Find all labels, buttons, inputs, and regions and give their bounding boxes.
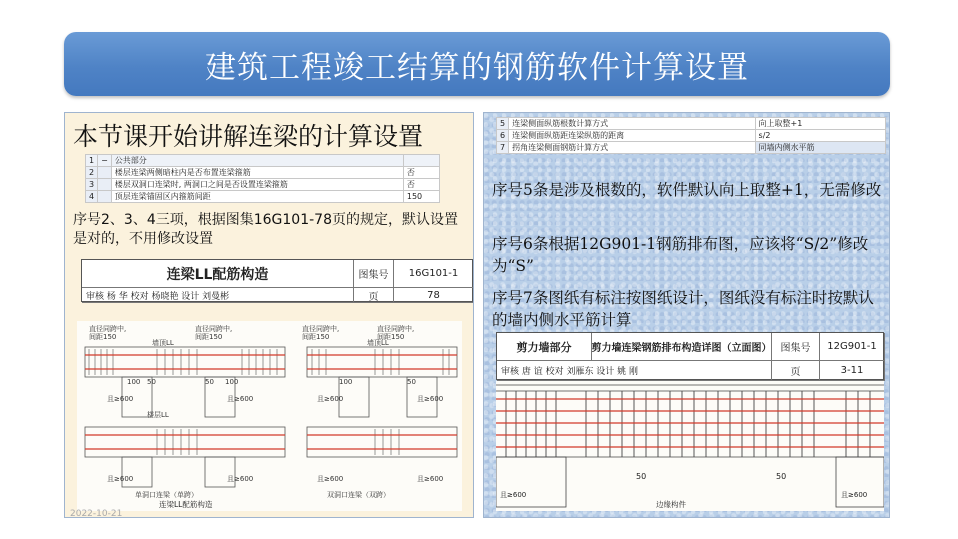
svg-text:且≥600: 且≥600 bbox=[107, 395, 134, 403]
row-number: 6 bbox=[497, 130, 509, 142]
drawing-note: 间距150 bbox=[195, 333, 223, 341]
caption-double-opening: 双洞口连梁（双跨） bbox=[327, 491, 390, 499]
atlas-title-block-right bbox=[496, 332, 884, 380]
svg-text:且≥600: 且≥600 bbox=[417, 395, 444, 403]
svg-text:且≥600: 且≥600 bbox=[500, 491, 527, 499]
settings-row-label: 连梁侧面纵筋根数计算方式 bbox=[509, 118, 755, 130]
row-number: 2 bbox=[86, 167, 98, 179]
svg-text:50: 50 bbox=[205, 378, 214, 386]
collapse-icon[interactable]: − bbox=[98, 155, 112, 167]
settings-row[interactable] bbox=[497, 130, 886, 142]
wall-beam-label: 墙顶LL bbox=[367, 339, 389, 347]
svg-text:且≥600: 且≥600 bbox=[107, 475, 134, 483]
svg-text:100: 100 bbox=[225, 378, 239, 386]
row-number: 3 bbox=[86, 179, 98, 191]
drawing-note: 间距150 bbox=[377, 333, 405, 341]
settings-row[interactable] bbox=[86, 179, 440, 191]
date-stamp: 2022-10-21 bbox=[70, 509, 123, 519]
svg-text:且≥600: 且≥600 bbox=[227, 475, 254, 483]
settings-row-label: 楼层连梁两侧暗柱内是否布置连梁箍筋 bbox=[111, 167, 403, 179]
drawing-note: 直径同跨中, bbox=[302, 325, 340, 333]
svg-text:50: 50 bbox=[636, 472, 647, 481]
atlas-title-block-left bbox=[81, 259, 473, 302]
shear-wall-beam-drawing bbox=[496, 381, 884, 511]
settings-row[interactable] bbox=[497, 142, 886, 154]
shear-wall-rebar-diagram bbox=[496, 381, 884, 511]
left-note: 序号2、3、4三项，根据图集16G101-78页的规定，默认设置是对的，不用修改设置 bbox=[73, 212, 458, 247]
settings-group-label: 公共部分 bbox=[111, 155, 403, 167]
atlas-set-label: 图集号 bbox=[772, 333, 820, 361]
atlas-part: 剪力墙部分 bbox=[497, 333, 592, 361]
atlas-title: 剪力墙连梁钢筋排布构造详图（立面图） bbox=[592, 333, 772, 361]
settings-row-value[interactable]: 否 bbox=[403, 179, 439, 191]
row-number: 7 bbox=[497, 142, 509, 154]
atlas-review-row: 审核 杨 华 校对 杨晓艳 设计 刘曼彬 bbox=[82, 288, 354, 303]
beam-settings-table-right bbox=[496, 117, 886, 154]
atlas-page-number: 3-11 bbox=[820, 361, 885, 381]
atlas-title: 连梁LL配筋构造 bbox=[82, 260, 354, 288]
floor-beam-label: 楼层LL bbox=[147, 411, 169, 419]
settings-row-label: 连梁侧面纵筋距连梁纵筋的距离 bbox=[509, 130, 755, 142]
row-number: 5 bbox=[497, 118, 509, 130]
svg-text:50: 50 bbox=[407, 378, 416, 386]
right-paragraph-1: 序号5条是涉及根数的，软件默认向上取整+1，无需修改 bbox=[492, 181, 882, 199]
row-number: 4 bbox=[86, 191, 98, 203]
atlas-page-number: 78 bbox=[394, 288, 474, 303]
settings-row[interactable] bbox=[497, 118, 886, 130]
left-heading: 本节课开始讲解连梁的计算设置 bbox=[73, 122, 424, 151]
caption-single-opening: 单洞口连梁（单跨） bbox=[135, 491, 198, 499]
settings-row[interactable] bbox=[86, 191, 440, 203]
settings-row-label: 顶层连梁锚固区内箍筋间距 bbox=[111, 191, 403, 203]
atlas-set-number: 16G101-1 bbox=[394, 260, 474, 288]
right-paragraph-2: 序号6条根据12G901-1钢筋排布图，应该将“S/2”修改为“S” bbox=[492, 235, 869, 275]
drawing-note: 直径同跨中, bbox=[377, 325, 415, 333]
svg-text:且≥600: 且≥600 bbox=[417, 475, 444, 483]
left-panel bbox=[64, 112, 474, 518]
drawing-note: 间距150 bbox=[89, 333, 117, 341]
svg-text:100: 100 bbox=[127, 378, 141, 386]
atlas-review-row: 审核 唐 谊 校对 刘雁东 设计 姚 刚 bbox=[497, 361, 772, 381]
settings-row-value[interactable]: 150 bbox=[403, 191, 439, 203]
right-panel bbox=[483, 112, 890, 518]
svg-text:50: 50 bbox=[147, 378, 156, 386]
svg-text:50: 50 bbox=[776, 472, 787, 481]
settings-row-value[interactable]: 同墙内侧水平筋 bbox=[755, 142, 885, 154]
svg-text:且≥600: 且≥600 bbox=[227, 395, 254, 403]
svg-text:且≥600: 且≥600 bbox=[317, 475, 344, 483]
settings-row[interactable] bbox=[86, 167, 440, 179]
coupling-beam-rebar-diagram bbox=[77, 321, 462, 511]
coupling-beam-drawing bbox=[77, 321, 462, 511]
wall-beam-label: 墙顶LL bbox=[152, 339, 174, 347]
drawing-note: 直径同跨中, bbox=[195, 325, 233, 333]
beam-settings-table-left bbox=[85, 154, 440, 203]
atlas-set-number: 12G901-1 bbox=[820, 333, 885, 361]
drawing-note: 间距150 bbox=[302, 333, 330, 341]
svg-text:且≥600: 且≥600 bbox=[841, 491, 868, 499]
svg-text:且≥600: 且≥600 bbox=[317, 395, 344, 403]
settings-row-value[interactable]: 向上取整+1 bbox=[755, 118, 885, 130]
svg-text:100: 100 bbox=[339, 378, 353, 386]
atlas-page-label: 页 bbox=[354, 288, 394, 303]
settings-row-label: 拐角连梁侧面钢筋计算方式 bbox=[509, 142, 755, 154]
right-paragraph-3: 序号7条图纸有标注按图纸设计，图纸没有标注时按默认的墙内侧水平筋计算 bbox=[492, 289, 874, 329]
atlas-set-label: 图集号 bbox=[354, 260, 394, 288]
settings-group-row[interactable] bbox=[86, 155, 440, 167]
settings-row-value[interactable]: s/2 bbox=[755, 130, 885, 142]
drawing-note: 直径同跨中, bbox=[89, 325, 127, 333]
slide-title: 建筑工程竣工结算的钢筋软件计算设置 bbox=[205, 49, 749, 86]
drawing-caption: 边缘构件 bbox=[656, 500, 686, 509]
atlas-page-label: 页 bbox=[772, 361, 820, 381]
drawing-caption: 连梁LL配筋构造 bbox=[159, 500, 213, 509]
settings-row-label: 楼层双洞口连梁时, 两洞口之间是否设置连梁箍筋 bbox=[111, 179, 403, 191]
row-number: 1 bbox=[86, 155, 98, 167]
slide-title-bar bbox=[64, 32, 890, 96]
settings-row-value[interactable]: 否 bbox=[403, 167, 439, 179]
